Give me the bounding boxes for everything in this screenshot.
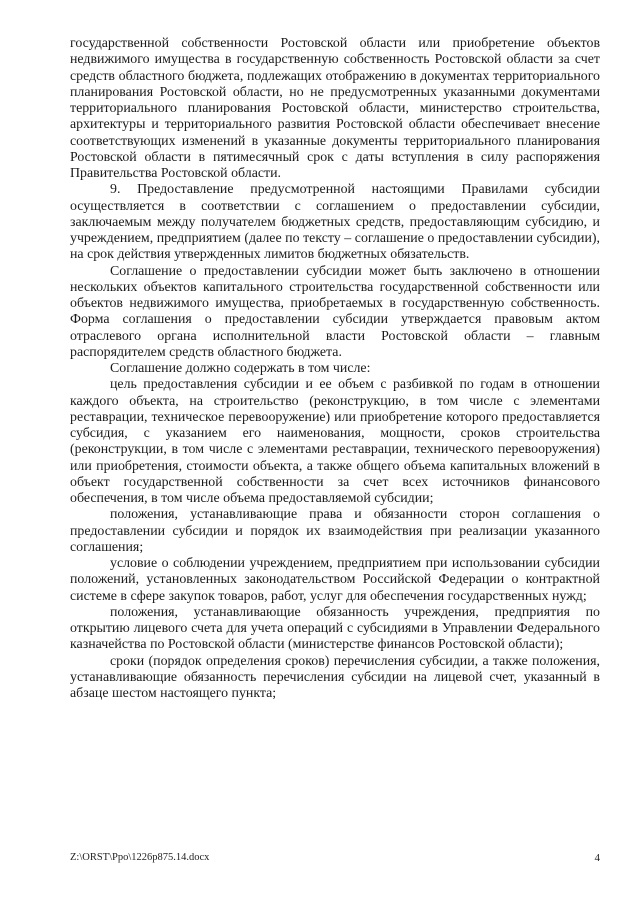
- paragraph-agreement-contents: Соглашение должно содержать в том числе:: [110, 361, 371, 376]
- paragraph-item-9: 9. Предоставление предусмотренной настоящими Правилами субсидии осуществляется в соответствии с соглашением о предоставлении субсидии, заключаемым между получателем бюджетных средств, предоставляющим субсидию, и учреждением, предприятием (далее по тексту – соглашение о предоставлении субсидии), на срок действия утвержденных лимитов бюджетных обязательств.: [70, 182, 600, 263]
- paragraph-subsidy-purpose: цель предоставления субсидии и ее объем с разбивкой по годам в отношении каждого объекта, на строительство (реконструкцию, в том числе с элементами реставрации, техническое перевооружение) или приобретение которого предоставляется субсидия, с указанием его наименования, мощности, сроков строительства (реконструкции, в том числе с элементами реставрации, технического перевооружения) или приобретения, стоимости объекта, а также общего объема капитальных вложений в объект государственной собственности за счет всех источников финансового обеспечения, в том числе объема предоставляемой субсидии;: [70, 377, 600, 506]
- paragraph-continuation: государственной собственности Ростовской области или приобретение объектов недвижимого имущества в государственную собственность Ростовской области за счет средств областного бюджета, подлежащих отображению в документах территориального планирования Ростовской области, но не предусмотренных указанными документами территориального планирования Ростовской области, министерство строительства, архитектуры и территориального развития Ростовской области обеспечивает внесение соответствующих изменений в указанные документы территориального планирования Ростовской области в пятимесячный срок с даты вступления в силу распоряжения Правительства Ростовской области.: [70, 36, 600, 181]
- paragraph-rights-obligations: положения, устанавливающие права и обязанности сторон соглашения о предоставлении субсидии и порядок их взаимодействия при реализации указанного соглашения;: [70, 507, 600, 555]
- footer-file-path: Z:\ORST\Ppo\1226p875.14.docx: [70, 852, 210, 863]
- document-body: [70, 36, 600, 702]
- paragraph-account-opening: положения, устанавливающие обязанность учреждения, предприятия по открытию лицевого счета для учета операций с субсидиями в Управлении Федерального казначейства по Ростовской области (министерстве финансов Ростовской области);: [70, 604, 600, 653]
- footer-page-number: 4: [594, 852, 600, 864]
- paragraph-transfer-terms: сроки (порядок определения сроков) перечисления субсидии, а также положения, устанавливающие обязанность перечисления субсидии на лицевой счет, указанный в абзаце шестом настоящего пункта;: [70, 653, 600, 701]
- paragraph-agreement-scope: Соглашение о предоставлении субсидии может быть заключено в отношении нескольких объектов капитального строительства государственной собственности или объектов недвижимого имущества, приобретаемых в государственную собственность. Форма соглашения о предоставлении субсидии утверждается правовым актом отраслевого органа исполнительной власти Ростовской области – главным распорядителем средств областного бюджета.: [70, 263, 600, 360]
- paragraph-procurement-condition: условие о соблюдении учреждением, предприятием при использовании субсидии положений, установленных законодательством Российской Федерации о контрактной системе в сфере закупок товаров, работ, услуг для обеспечения государственных нужд;: [70, 556, 600, 604]
